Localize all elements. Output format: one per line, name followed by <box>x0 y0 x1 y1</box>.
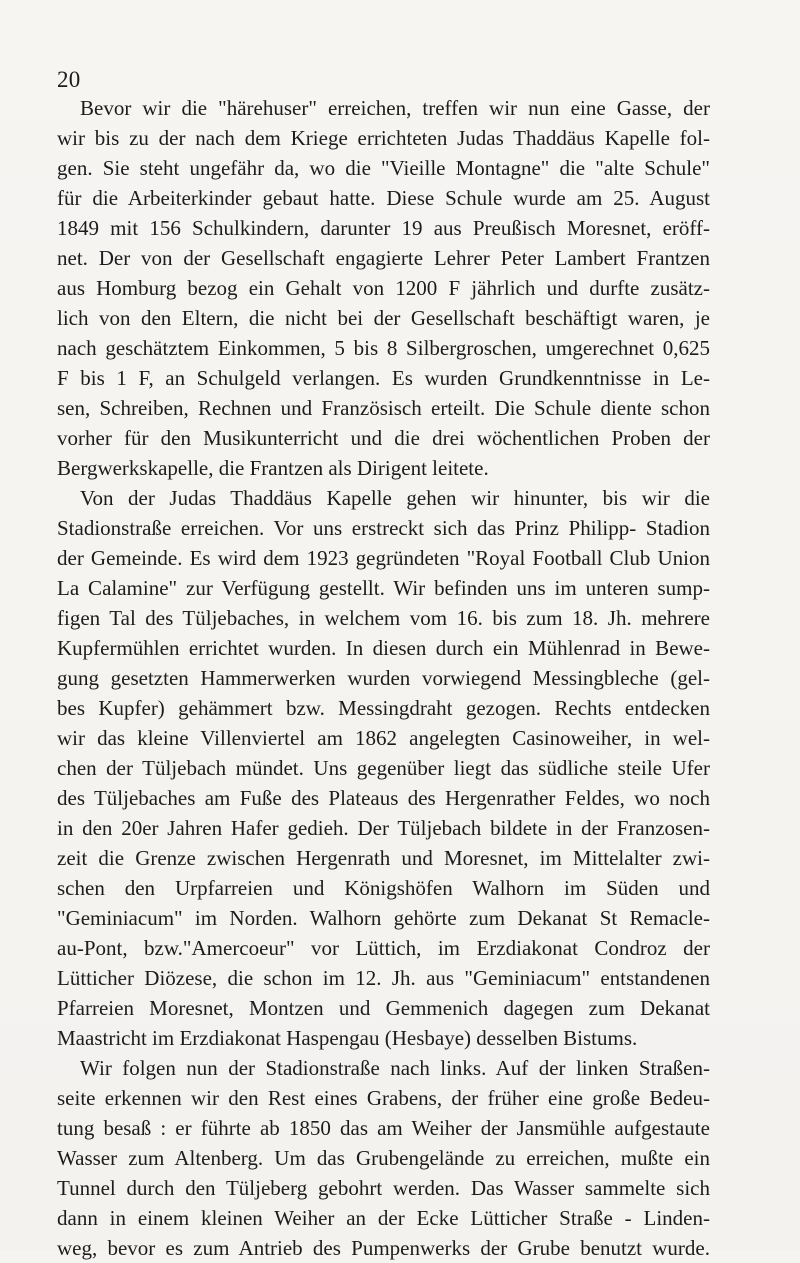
text-line: La Calamine" zur Verfügung gestellt. Wir befinden uns im unteren sump- <box>57 576 710 600</box>
text-line: Maastricht im Erzdiakonat Haspengau (Hesbaye) desselben Bistums. <box>57 1026 638 1050</box>
text-line: nach geschätztem Einkommen, 5 bis 8 Silbergroschen, umgerechnet 0,625 <box>57 336 710 360</box>
text-line: figen Tal des Tüljebaches, in welchem vom 16. bis zum 18. Jh. mehrere <box>57 606 710 630</box>
text-line: Von der Judas Thaddäus Kapelle gehen wir hinunter, bis wir die <box>80 486 710 510</box>
body-text <box>57 93 710 1263</box>
paragraph-2 <box>57 483 710 1053</box>
text-line: Kupfermühlen errichtet wurden. In diesen durch ein Mühlenrad in Bewe- <box>57 636 710 660</box>
text-line: des Tüljebaches am Fuße des Plateaus des Hergenrather Feldes, wo noch <box>57 786 710 810</box>
text-line: Wir folgen nun der Stadionstraße nach links. Auf der linken Straßen- <box>80 1056 710 1080</box>
text-line: chen der Tüljebach mündet. Uns gegenüber liegt das südliche steile Ufer <box>57 756 710 780</box>
text-line: schen den Urpfarreien und Königshöfen Walhorn im Süden und <box>57 876 710 900</box>
text-line: tung besaß : er führte ab 1850 das am Weiher der Jansmühle aufgestaute <box>57 1116 710 1140</box>
text-line: lich von den Eltern, die nicht bei der Gesellschaft beschäftigt waren, je <box>57 306 710 330</box>
text-line: weg, bevor es zum Antrieb des Pumpenwerks der Grube benutzt wurde. <box>57 1236 710 1260</box>
text-line: sen, Schreiben, Rechnen und Französisch erteilt. Die Schule diente schon <box>57 396 710 420</box>
text-line: Pfarreien Moresnet, Montzen und Gemmenich dagegen zum Dekanat <box>57 996 710 1020</box>
text-line: zeit die Grenze zwischen Hergenrath und Moresnet, im Mittelalter zwi- <box>57 846 710 870</box>
paragraph-3 <box>57 1053 710 1263</box>
text-line: Bergwerkskapelle, die Frantzen als Dirigent leitete. <box>57 456 489 480</box>
text-line: au-Pont, bzw."Amercoeur" vor Lüttich, im Erzdiakonat Condroz der <box>57 936 710 960</box>
paragraph-1 <box>57 93 710 483</box>
text-line: wir bis zu der nach dem Kriege errichteten Judas Thaddäus Kapelle fol- <box>57 126 710 150</box>
text-line: vorher für den Musikunterricht und die drei wöchentlichen Proben der <box>57 426 710 450</box>
text-line: F bis 1 F, an Schulgeld verlangen. Es wurden Grundkenntnisse in Le- <box>57 366 710 390</box>
text-line: seite erkennen wir den Rest eines Grabens, der früher eine große Bedeu- <box>57 1086 710 1110</box>
text-line: wir das kleine Villenviertel am 1862 angelegten Casinoweiher, in wel- <box>57 726 710 750</box>
text-line: bes Kupfer) gehämmert bzw. Messingdraht gezogen. Rechts entdecken <box>57 696 710 720</box>
text-line: aus Homburg bezog ein Gehalt von 1200 F jährlich und durfte zusätz- <box>57 276 710 300</box>
text-line: "Geminiacum" im Norden. Walhorn gehörte zum Dekanat St Remacle- <box>57 906 710 930</box>
page-number: 20 <box>57 67 81 92</box>
text-line: dann in einem kleinen Weiher an der Ecke Lütticher Straße - Linden- <box>57 1206 710 1230</box>
text-line: 1849 mit 156 Schulkindern, darunter 19 aus Preußisch Moresnet, eröff- <box>57 216 710 240</box>
text-line: in den 20er Jahren Hafer gedieh. Der Tüljebach bildete in der Franzosen- <box>57 816 710 840</box>
text-line: Stadionstraße erreichen. Vor uns erstreckt sich das Prinz Philipp- Stadion <box>57 516 710 540</box>
text-line: Bevor wir die "härehuser" erreichen, treffen wir nun eine Gasse, der <box>80 96 710 120</box>
text-line: gung gesetzten Hammerwerken wurden vorwiegend Messingbleche (gel- <box>57 666 710 690</box>
text-line: für die Arbeiterkinder gebaut hatte. Diese Schule wurde am 25. August <box>57 186 710 210</box>
text-line: Lütticher Diözese, die schon im 12. Jh. aus "Geminiacum" entstandenen <box>57 966 710 990</box>
text-line: net. Der von der Gesellschaft engagierte Lehrer Peter Lambert Frantzen <box>57 246 710 270</box>
text-line: der Gemeinde. Es wird dem 1923 gegründeten "Royal Football Club Union <box>57 546 710 570</box>
text-line: Tunnel durch den Tüljeberg gebohrt werden. Das Wasser sammelte sich <box>57 1176 710 1200</box>
text-line: Wasser zum Altenberg. Um das Grubengelände zu erreichen, mußte ein <box>57 1146 710 1170</box>
text-line: gen. Sie steht ungefähr da, wo die "Vieille Montagne" die "alte Schule" <box>57 156 710 180</box>
